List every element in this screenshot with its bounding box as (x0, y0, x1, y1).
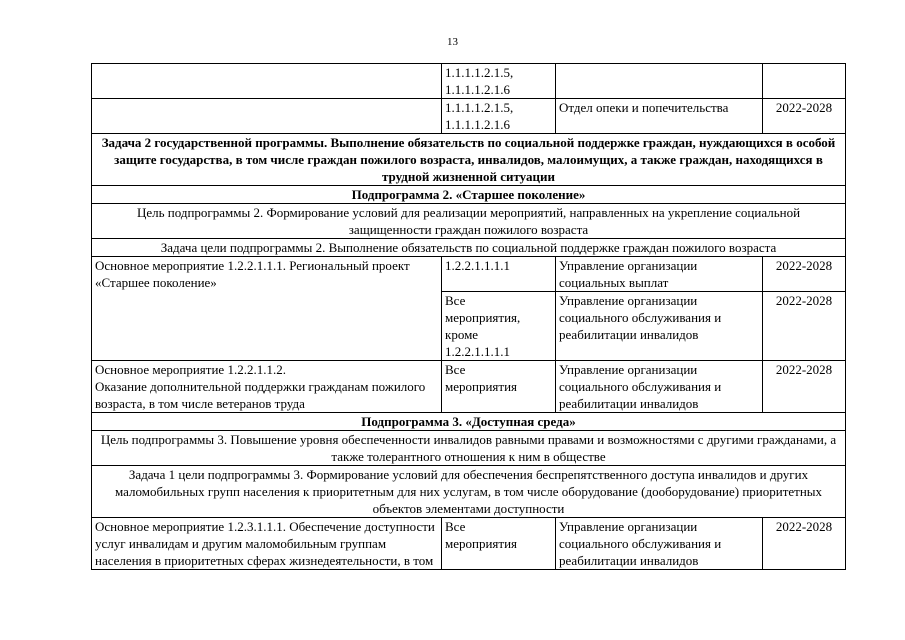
table-row (92, 239, 846, 257)
executor-cell: Управление организации социального обслуживания и реабилитации инвалидов (556, 292, 763, 361)
table-row (92, 99, 846, 134)
table-row (92, 134, 846, 186)
codes-cell: 1.2.2.1.1.1.1 (442, 257, 556, 292)
page-number: 13 (447, 36, 458, 48)
period-cell: 2022-2028 (763, 292, 846, 361)
codes-cell: Все мероприятия, кроме 1.2.2.1.1.1.1 (442, 292, 556, 361)
table-row (92, 413, 846, 431)
table-row (92, 518, 846, 570)
subprogram-3-heading: Подпрограмма 3. «Доступная среда» (92, 413, 846, 431)
subprogram-2-task: Задача цели подпрограммы 2. Выполнение обязательств по социальной поддержке граждан пожилого возраста (92, 239, 846, 257)
executor-cell: Управление организации социального обслуживания и реабилитации инвалидов (556, 361, 763, 413)
period-cell (763, 64, 846, 99)
period-cell: 2022-2028 (763, 257, 846, 292)
period-cell: 2022-2028 (763, 99, 846, 134)
table-row (92, 257, 846, 292)
executor-cell (556, 64, 763, 99)
table-row (92, 431, 846, 466)
table-row (92, 204, 846, 239)
measure-cell: Основное мероприятие 1.2.2.1.1.1. Региональный проект «Старшее поколение» (92, 257, 442, 361)
executor-cell: Управление организации социального обслуживания и реабилитации инвалидов (556, 518, 763, 570)
subprogram-3-task: Задача 1 цели подпрограммы 3. Формирование условий для обеспечения беспрепятственного доступа инвалидов и других маломобильных групп населения к приоритетным для них услугам, в том числе оборудование (дооборудование) приоритетных объектов элементами доступности (92, 466, 846, 518)
period-cell: 2022-2028 (763, 361, 846, 413)
state-program-task-2: Задача 2 государственной программы. Выполнение обязательств по социальной поддержке граждан, нуждающихся в особой защите государства, в том числе граждан пожилого возраста, инвалидов, малоимущих, а также граждан, находящихся в трудной жизненной ситуации (92, 134, 846, 186)
codes-cell: Все мероприятия (442, 361, 556, 413)
table-row (92, 64, 846, 99)
table-row (92, 361, 846, 413)
measure-cell: Основное мероприятие 1.2.2.1.1.2. Оказание дополнительной поддержки гражданам пожилого возраста, в том числе ветеранов труда (92, 361, 442, 413)
executor-cell: Управление организации социальных выплат (556, 257, 763, 292)
table-row (92, 466, 846, 518)
subprogram-2-goal: Цель подпрограммы 2. Формирование условий для реализации мероприятий, направленных на укрепление социальной защищенности граждан пожилого возраста (92, 204, 846, 239)
measure-cell: Основное мероприятие 1.2.3.1.1.1. Обеспечение доступности услуг инвалидам и другим маломобильным группам населения в приоритетных сферах жизнедеятельности, в том (92, 518, 442, 570)
period-cell: 2022-2028 (763, 518, 846, 570)
codes-cell: 1.1.1.1.2.1.5, 1.1.1.1.2.1.6 (442, 64, 556, 99)
executor-cell: Отдел опеки и попечительства (556, 99, 763, 134)
table-row (92, 186, 846, 204)
subprogram-3-goal: Цель подпрограммы 3. Повышение уровня обеспеченности инвалидов равными правами и возможностями с другими гражданами, а также толерантного отношения к ним в обществе (92, 431, 846, 466)
measure-cell (92, 99, 442, 134)
codes-cell: 1.1.1.1.2.1.5, 1.1.1.1.2.1.6 (442, 99, 556, 134)
subprogram-2-heading: Подпрограмма 2. «Старшее поколение» (92, 186, 846, 204)
codes-cell: Все мероприятия (442, 518, 556, 570)
program-table (91, 63, 846, 570)
measure-cell (92, 64, 442, 99)
